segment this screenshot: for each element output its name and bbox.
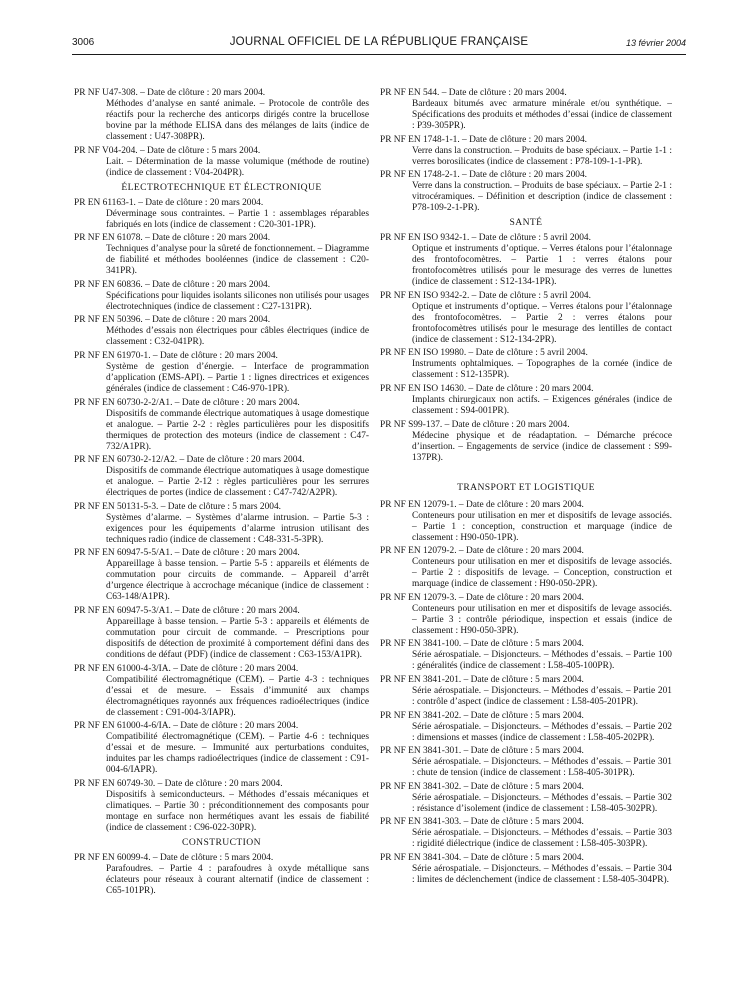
section-heading: CONSTRUCTION [182, 836, 261, 848]
standard-entry [380, 135, 672, 168]
standard-entry [74, 455, 369, 499]
standard-entry [380, 853, 672, 886]
entry-description: Système de gestion d’énergie. – Interface de programmation d’application (EMS-API). – Partie 1 : lignes directrices et exigences générales (indice de classement : C46-970-1PR). [106, 361, 369, 394]
standard-entry [74, 280, 369, 313]
standard-entry [380, 348, 672, 381]
entry-description: Techniques d’analyse pour la sûreté de fonctionnement. – Diagramme de fiabilité et méthodes booléennes (indice de classement : C20-341PR). [106, 244, 369, 277]
entry-description: Médecine physique et de réadaptation. – Démarche précoce d’insertion. – Engagements de service (indice de classement : S99-137PR). [412, 430, 672, 463]
entry-reference: PR NF EN 12079-2. – Date de clôture : 20 mars 2004. [380, 546, 584, 557]
entry-description: Dispositifs de commande électrique automatiques à usage domestique et analogue. – Partie 2-2 : règles particulières pour les dispositifs thermiques de protection des moteurs (indice de classement : C47-732/A1PR). [106, 408, 369, 452]
entry-description: Déverminage sous contraintes. – Partie 1 : assemblages réparables fabriqués en lots (indice de classement : C20-301-1PR). [106, 208, 369, 230]
entry-reference: PR NF EN 3841-303. – Date de clôture : 5 mars 2004. [380, 817, 584, 828]
entry-description: Dispositifs de commande électrique automatiques à usage domestique et analogue. – Partie 2-12 : règles particulières pour les serrures électriques de portes (indice de classement : C47-742/A2PR). [106, 466, 369, 499]
entry-reference: PR NF EN ISO 14630. – Date de clôture : 20 mars 2004. [380, 383, 594, 394]
standard-entry [74, 502, 369, 546]
entry-reference: PR NF EN ISO 9342-1. – Date de clôture : 5 avril 2004. [380, 233, 591, 244]
entry-description: Série aérospatiale. – Disjoncteurs. – Méthodes d’essais. – Partie 302 : résistance d’isolement (indice de classement : L58-405-302PR). [412, 792, 672, 814]
standard-entry [380, 88, 672, 132]
section-heading: SANTÉ [509, 217, 543, 229]
entry-reference: PR NF EN 1748-2-1. – Date de clôture : 20 mars 2004. [380, 170, 588, 181]
entry-description: Conteneurs pour utilisation en mer et dispositifs de levage associés. – Partie 2 : dispositifs de levage. – Conception, construction et marquage (indice de classement : H90-050-2PR). [412, 557, 672, 590]
entry-description: Systèmes d’alarme. – Systèmes d’alarme intrusion. – Partie 5-3 : exigences pour les équipements d’alarme intrusion utilisant des techniques radio (indice de classement : C48-331-5-3PR). [106, 512, 369, 545]
entry-reference: PR NF EN 60730-2-2/A1. – Date de clôture : 20 mars 2004. [74, 397, 300, 408]
entry-description: Série aérospatiale. – Disjoncteurs. – Méthodes d’essais. – Partie 303 : rigidité diélectrique (indice de classement : L58-405-303PR). [412, 828, 672, 850]
issue-date: 13 février 2004 [625, 38, 686, 48]
standard-entry [74, 146, 369, 179]
entry-reference: PR NF EN 3841-201. – Date de clôture : 5 mars 2004. [380, 674, 584, 685]
section-heading: TRANSPORT ET LOGISTIQUE [457, 481, 595, 493]
entry-description: Verre dans la construction. – Produits de base spéciaux. – Partie 1-1 : verres borosilicates (indice de classement : P78-109-1-1-PR). [412, 145, 672, 167]
entry-reference: PR NF EN 12079-3. – Date de clôture : 20 mars 2004. [380, 592, 584, 603]
entry-description: Bardeaux bitumés avec armature minérale et/ou synthétique. – Spécifications des produits et méthodes d’essai (indice de classement : P39-305PR). [412, 99, 672, 131]
entry-reference: PR NF EN 3841-302. – Date de clôture : 5 mars 2004. [380, 781, 584, 792]
entry-reference: PR NF EN 60730-2-12/A2. – Date de clôture : 20 mars 2004. [74, 455, 305, 466]
entry-description: Conteneurs pour utilisation en mer et dispositifs de levage associés. – Partie 3 : contrôle périodique, inspection et essais (indice de classement : H90-050-3PR). [412, 603, 672, 636]
standard-entry [74, 664, 369, 719]
standard-entry [74, 548, 369, 603]
standard-entry [380, 500, 672, 544]
entry-reference: PR NF EN 60836. – Date de clôture : 20 mars 2004. [74, 279, 271, 290]
entry-description: Série aérospatiale. – Disjoncteurs. – Méthodes d’essais. – Partie 201 : contrôle d’aspect (indice de classement : L58-405-201PR). [412, 685, 672, 707]
standard-entry [74, 233, 369, 277]
entry-description: Méthodes d’essais non électriques pour câbles électriques (indice de classement : C32-041PR). [106, 326, 369, 348]
standard-entry [74, 88, 369, 143]
entry-reference: PR EN 61163-1. – Date de clôture : 20 mars 2004. [74, 197, 264, 208]
standard-entry [380, 746, 672, 779]
standard-entry [74, 779, 369, 834]
standard-entry [74, 398, 369, 453]
entry-description: Instruments ophtalmiques. – Topographes de la cornée (indice de classement : S12-135PR). [412, 359, 672, 381]
standard-entry [380, 170, 672, 214]
page-number: 3006 [72, 37, 95, 48]
entry-reference: PR NF EN 60947-5-3/A1. – Date de clôture : 20 mars 2004. [74, 605, 300, 616]
entry-reference: PR NF EN ISO 9342-2. – Date de clôture : 5 avril 2004. [380, 290, 591, 301]
entry-description: Optique et instruments d’optique. – Verres étalons pour l’étalonnage des frontofocomètres. – Partie 2 : verres étalons pour frontofocomètres utilisés pour le mesurage des lentilles de contact (indice de classement : S12-134-2PR). [412, 301, 672, 345]
standard-entry [74, 315, 369, 348]
entry-description: Dispositifs à semiconducteurs. – Méthodes d’essais mécaniques et climatiques. – Partie 30 : préconditionnement des composants pour montage en surface non hermétiques avant les essais de fiabilité (indice de classement : C96-022-30PR). [106, 789, 369, 833]
standard-entry [74, 606, 369, 661]
standard-entry [74, 198, 369, 231]
standard-entry [380, 546, 672, 590]
entry-reference: PR NF EN 3841-301. – Date de clôture : 5 mars 2004. [380, 746, 584, 757]
entry-reference: PR NF S99-137. – Date de clôture : 20 mars 2004. [380, 419, 570, 430]
entry-reference: PR NF EN 60749-30. – Date de clôture : 20 mars 2004. [74, 778, 283, 789]
journal-title: JOURNAL OFFICIEL DE LA RÉPUBLIQUE FRANÇAISE [229, 36, 529, 48]
standard-entry [74, 721, 369, 776]
page-header [72, 36, 686, 55]
standard-entry [380, 675, 672, 708]
entry-reference: PR NF EN 60099-4. – Date de clôture : 5 mars 2004. [74, 852, 274, 863]
standard-entry [380, 420, 672, 464]
standard-entry [380, 817, 672, 850]
section-heading: ÉLECTROTECHNIQUE ET ÉLECTRONIQUE [121, 181, 322, 193]
entry-description: Compatibilité électromagnétique (CEM). – Partie 4-6 : techniques d’essai et de mesure. – Immunité aux perturbations conduites, induites par les champs radioélectriques (indice de classement : C91-004-6/IAPR). [106, 732, 369, 776]
right-column [380, 88, 672, 889]
entry-description: Appareillage à basse tension. – Partie 5-3 : appareils et éléments de commutation pour circuit de commande. – Prescriptions pour dispositifs de détection de proximité à comportement défini dans des conditions de défaut (PDF) (indice de classement : C63-153/A1PR). [106, 616, 369, 660]
standard-entry [74, 853, 369, 897]
entry-reference: PR NF U47-308. – Date de clôture : 20 mars 2004. [74, 88, 266, 98]
entry-reference: PR NF EN 1748-1-1. – Date de clôture : 20 mars 2004. [380, 134, 588, 145]
entry-reference: PR NF EN 60947-5-5/A1. – Date de clôture : 20 mars 2004. [74, 548, 300, 559]
entry-description: Conteneurs pour utilisation en mer et dispositifs de levage associés. – Partie 1 : conception, construction et marquage (indice de classement : H90-050-1PR). [412, 510, 672, 543]
entry-description: Appareillage à basse tension. – Partie 5-5 : appareils et éléments de commutation pour circuits de commande. – Appareil d’arrêt d’urgence électrique à accrochage mécanique (indice de classement : C63-148/A1PR). [106, 559, 369, 603]
entry-description: Série aérospatiale. – Disjoncteurs. – Méthodes d’essais. – Partie 301 : chute de tension (indice de classement : L58-405-301PR). [412, 757, 672, 779]
entry-description: Verre dans la construction. – Produits de base spéciaux. – Partie 2-1 : vitrocéramiques. – Définition et description (indice de classement : P78-109-2-1-PR). [412, 181, 672, 214]
entry-reference: PR NF EN 12079-1. – Date de clôture : 20 mars 2004. [380, 499, 584, 510]
entry-description: Implants chirurgicaux non actifs. – Exigences générales (indice de classement : S94-001PR). [412, 394, 672, 416]
entry-reference: PR NF EN 3841-304. – Date de clôture : 5 mars 2004. [380, 852, 584, 863]
entry-reference: PR NF EN 3841-202. – Date de clôture : 5 mars 2004. [380, 710, 584, 721]
entry-description: Parafoudres. – Partie 4 : parafoudres à oxyde métallique sans éclateurs pour réseaux à courant alternatif (indice de classement : C65-101PR). [106, 863, 369, 896]
entry-reference: PR NF EN 544. – Date de clôture : 20 mars 2004. [380, 88, 567, 98]
entry-description: Série aérospatiale. – Disjoncteurs. – Méthodes d’essais. – Partie 202 : dimensions et masses (indice de classement : L58-405-202PR). [412, 721, 672, 743]
standard-entry [380, 639, 672, 672]
entry-reference: PR NF EN 50131-5-3. – Date de clôture : 5 mars 2004. [74, 501, 282, 512]
entry-description: Spécifications pour liquides isolants silicones non utilisés pour usages électrotechniques (indice de classement : C27-131PR). [106, 290, 369, 312]
entry-reference: PR NF EN 3841-100. – Date de clôture : 5 mars 2004. [380, 639, 584, 650]
entry-description: Série aérospatiale. – Disjoncteurs. – Méthodes d’essais. – Partie 304 : limites de déclenchement (indice de classement : L58-405-304PR). [412, 863, 672, 885]
standard-entry [74, 351, 369, 395]
entry-description: Série aérospatiale. – Disjoncteurs. – Méthodes d’essais. – Partie 100 : généralités (indice de classement : L58-405-100PR). [412, 650, 672, 672]
entry-reference: PR NF EN 61000-4-3/IA. – Date de clôture : 20 mars 2004. [74, 663, 299, 674]
entry-reference: PR NF V04-204. – Date de clôture : 5 mars 2004. [74, 145, 261, 156]
entry-reference: PR NF EN 61078. – Date de clôture : 20 mars 2004. [74, 233, 271, 244]
entry-reference: PR NF EN 50396. – Date de clôture : 20 mars 2004. [74, 315, 271, 326]
entry-description: Optique et instruments d’optique. – Verres étalons pour l’étalonnage des frontofocomètres. – Partie 1 : verres étalons pour frontofocomètres utilisés pour le mesurage des verres de lunettes (indice de classement : S12-134-1PR). [412, 244, 672, 288]
standard-entry [380, 782, 672, 815]
standard-entry [380, 384, 672, 417]
standard-entry [380, 291, 672, 346]
standard-entry [380, 233, 672, 288]
left-column [74, 88, 369, 899]
entry-reference: PR NF EN 61970-1. – Date de clôture : 20 mars 2004. [74, 350, 278, 361]
entry-reference: PR NF EN ISO 19980. – Date de clôture : 5 avril 2004. [380, 348, 588, 359]
standard-entry [380, 711, 672, 744]
entry-description: Méthodes d’analyse en santé animale. – Protocole de contrôle des réactifs pour la recherche des anticorps dirigés contre la brucellose bovine par la méthode ELISA dans des mélanges de laits (indice de classement : U47-308PR). [106, 99, 369, 142]
entry-description: Compatibilité électromagnétique (CEM). – Partie 4-3 : techniques d’essai et de mesure. – Essais d’immunité aux champs électromagnétiques rayonnés aux fréquences radioélectriques (indice de classement : C91-004-3/IAPR). [106, 674, 369, 718]
entry-reference: PR NF EN 61000-4-6/IA. – Date de clôture : 20 mars 2004. [74, 721, 299, 732]
entry-description: Lait. – Détermination de la masse volumique (méthode de routine) (indice de classement : V04-204PR). [106, 156, 369, 178]
standard-entry [380, 593, 672, 637]
